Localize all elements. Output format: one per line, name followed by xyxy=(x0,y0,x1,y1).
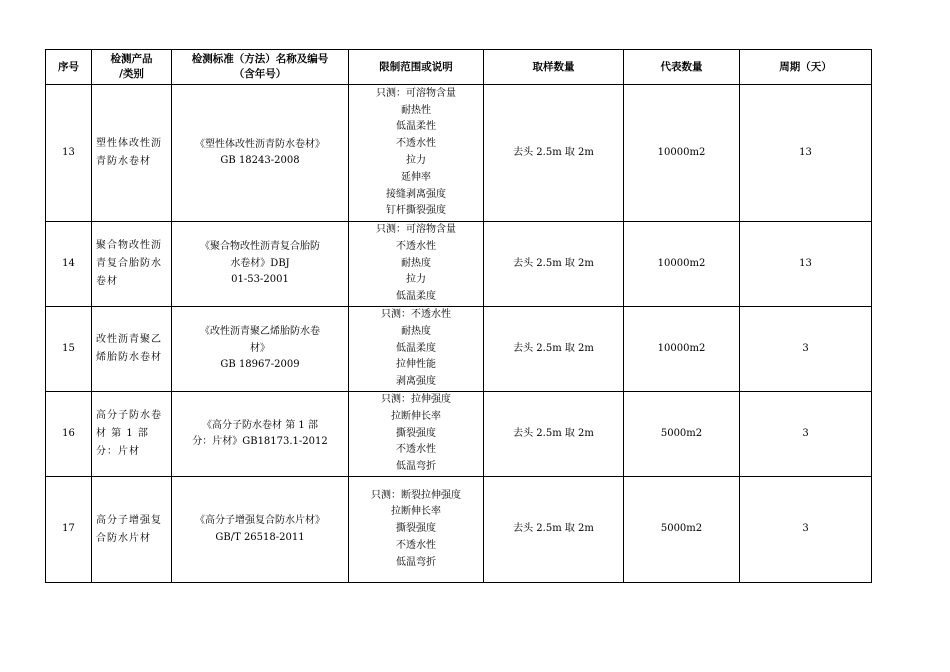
row-product: 塑性体改性沥青防水卷材 xyxy=(92,85,172,222)
row-period: 13 xyxy=(740,222,872,307)
header-sample: 取样数量 xyxy=(484,50,624,85)
limit-item: 撕裂强度 xyxy=(396,427,436,439)
limit-item: 钉杆撕裂强度 xyxy=(386,205,446,217)
row-standard-line1: 《聚合物改性沥青复合胎防 xyxy=(200,241,320,253)
row-standard xyxy=(172,85,349,222)
limit-item: 接缝剥离强度 xyxy=(386,188,446,200)
row-standard-line2: 水卷材》DBJ xyxy=(230,257,290,269)
row-standard-line1: 《高分子防水卷材 第 1 部 xyxy=(202,419,318,431)
row-no: 17 xyxy=(46,477,92,583)
row-represent: 10000m2 xyxy=(624,85,740,222)
limit-item: 耐热度 xyxy=(401,325,431,337)
limit-item: 拉断伸长率 xyxy=(391,506,441,518)
header-row xyxy=(46,50,872,85)
limit-item: 剥离强度 xyxy=(396,376,436,388)
limit-item: 延伸率 xyxy=(401,171,431,183)
row-standard xyxy=(172,222,349,307)
table-row xyxy=(46,307,872,392)
header-standard-line1: 检测标准（方法）名称及编号 xyxy=(191,53,329,65)
row-sample: 去头 2.5m 取 2m xyxy=(484,85,624,222)
header-product-line2: /类别 xyxy=(119,68,144,80)
row-standard xyxy=(172,307,349,392)
limit-item: 不透水性 xyxy=(396,138,436,150)
table-row xyxy=(46,392,872,477)
row-no: 14 xyxy=(46,222,92,307)
row-standard-line1: 《高分子增强复合防水片材》 xyxy=(195,515,325,526)
row-standard-line2: 分：片材》GB18173.1-2012 xyxy=(192,436,328,447)
row-sample: 去头 2.5m 取 2m xyxy=(484,477,624,583)
row-standard-line3: 01-53-2001 xyxy=(231,274,289,286)
row-no: 13 xyxy=(46,85,92,222)
limit-item: 拉断伸长率 xyxy=(391,410,441,422)
header-represent: 代表数量 xyxy=(624,50,740,85)
limit-item: 撕裂强度 xyxy=(396,523,436,535)
row-period: 3 xyxy=(740,307,872,392)
row-period: 13 xyxy=(740,85,872,222)
row-represent: 5000m2 xyxy=(624,477,740,583)
limit-item: 低温柔度 xyxy=(396,291,436,303)
limit-item: 低温柔度 xyxy=(396,342,436,354)
row-sample: 去头 2.5m 取 2m xyxy=(484,222,624,307)
row-standard-line2: 材》 xyxy=(250,342,270,354)
limit-item: 只测：可溶物含量 xyxy=(376,87,456,99)
row-limits xyxy=(349,307,484,392)
row-no: 16 xyxy=(46,392,92,477)
row-limits xyxy=(349,392,484,477)
row-standard-line2: GB 18243-2008 xyxy=(220,155,300,166)
row-sample: 去头 2.5m 取 2m xyxy=(484,392,624,477)
limit-item: 耐热度 xyxy=(401,257,431,269)
limit-item: 耐热性 xyxy=(401,104,431,116)
limit-item: 只测：不透水性 xyxy=(381,309,451,320)
row-standard xyxy=(172,392,349,477)
row-standard-line1: 《塑性体改性沥青防水卷材》 xyxy=(195,138,325,150)
test-standards-table xyxy=(45,49,872,583)
row-limits xyxy=(349,477,484,583)
limit-item: 只测：断裂拉伸强度 xyxy=(371,489,461,501)
limit-item: 拉力 xyxy=(406,274,426,286)
table-row xyxy=(46,85,872,222)
limit-item: 不透水性 xyxy=(396,539,436,551)
row-product: 高分子增强复合防水片材 xyxy=(92,477,172,583)
header-product xyxy=(92,50,172,85)
row-represent: 10000m2 xyxy=(624,307,740,392)
row-represent: 5000m2 xyxy=(624,392,740,477)
limit-item: 只测：可溶物含量 xyxy=(376,224,456,235)
row-product: 改性沥青聚乙烯胎防水卷材 xyxy=(92,307,172,392)
row-standard-line2: GB/T 26518-2011 xyxy=(215,531,305,543)
limit-item: 只测：拉伸强度 xyxy=(381,394,451,405)
table-row xyxy=(46,477,872,583)
header-limit: 限制范围或说明 xyxy=(349,50,484,85)
row-period: 3 xyxy=(740,392,872,477)
limit-item: 低温弯折 xyxy=(396,461,436,473)
row-sample: 去头 2.5m 取 2m xyxy=(484,307,624,392)
row-standard-line3: GB 18967-2009 xyxy=(220,359,300,371)
limit-item: 低温弯折 xyxy=(396,556,436,568)
row-limits xyxy=(349,85,484,222)
header-product-line1: 检测产品 xyxy=(110,53,153,65)
row-period: 3 xyxy=(740,477,872,583)
header-standard xyxy=(172,50,349,85)
limit-item: 拉力 xyxy=(406,155,426,166)
row-limits xyxy=(349,222,484,307)
limit-item: 拉伸性能 xyxy=(396,359,436,371)
limit-item: 低温柔性 xyxy=(396,121,436,133)
header-no: 序号 xyxy=(46,50,92,85)
row-standard-line1: 《改性沥青聚乙烯胎防水卷 xyxy=(200,326,320,338)
row-standard xyxy=(172,477,349,583)
limit-item: 不透水性 xyxy=(396,444,436,456)
row-product: 聚合物改性沥青复合胎防水卷材 xyxy=(92,222,172,307)
limit-item: 不透水性 xyxy=(396,240,436,252)
table-row xyxy=(46,222,872,307)
row-no: 15 xyxy=(46,307,92,392)
header-period: 周期（天） xyxy=(740,50,872,85)
row-product: 高分子防水卷材 第 1 部分：片材 xyxy=(92,392,172,477)
header-standard-line2: （含年号） xyxy=(233,68,287,80)
row-represent: 10000m2 xyxy=(624,222,740,307)
